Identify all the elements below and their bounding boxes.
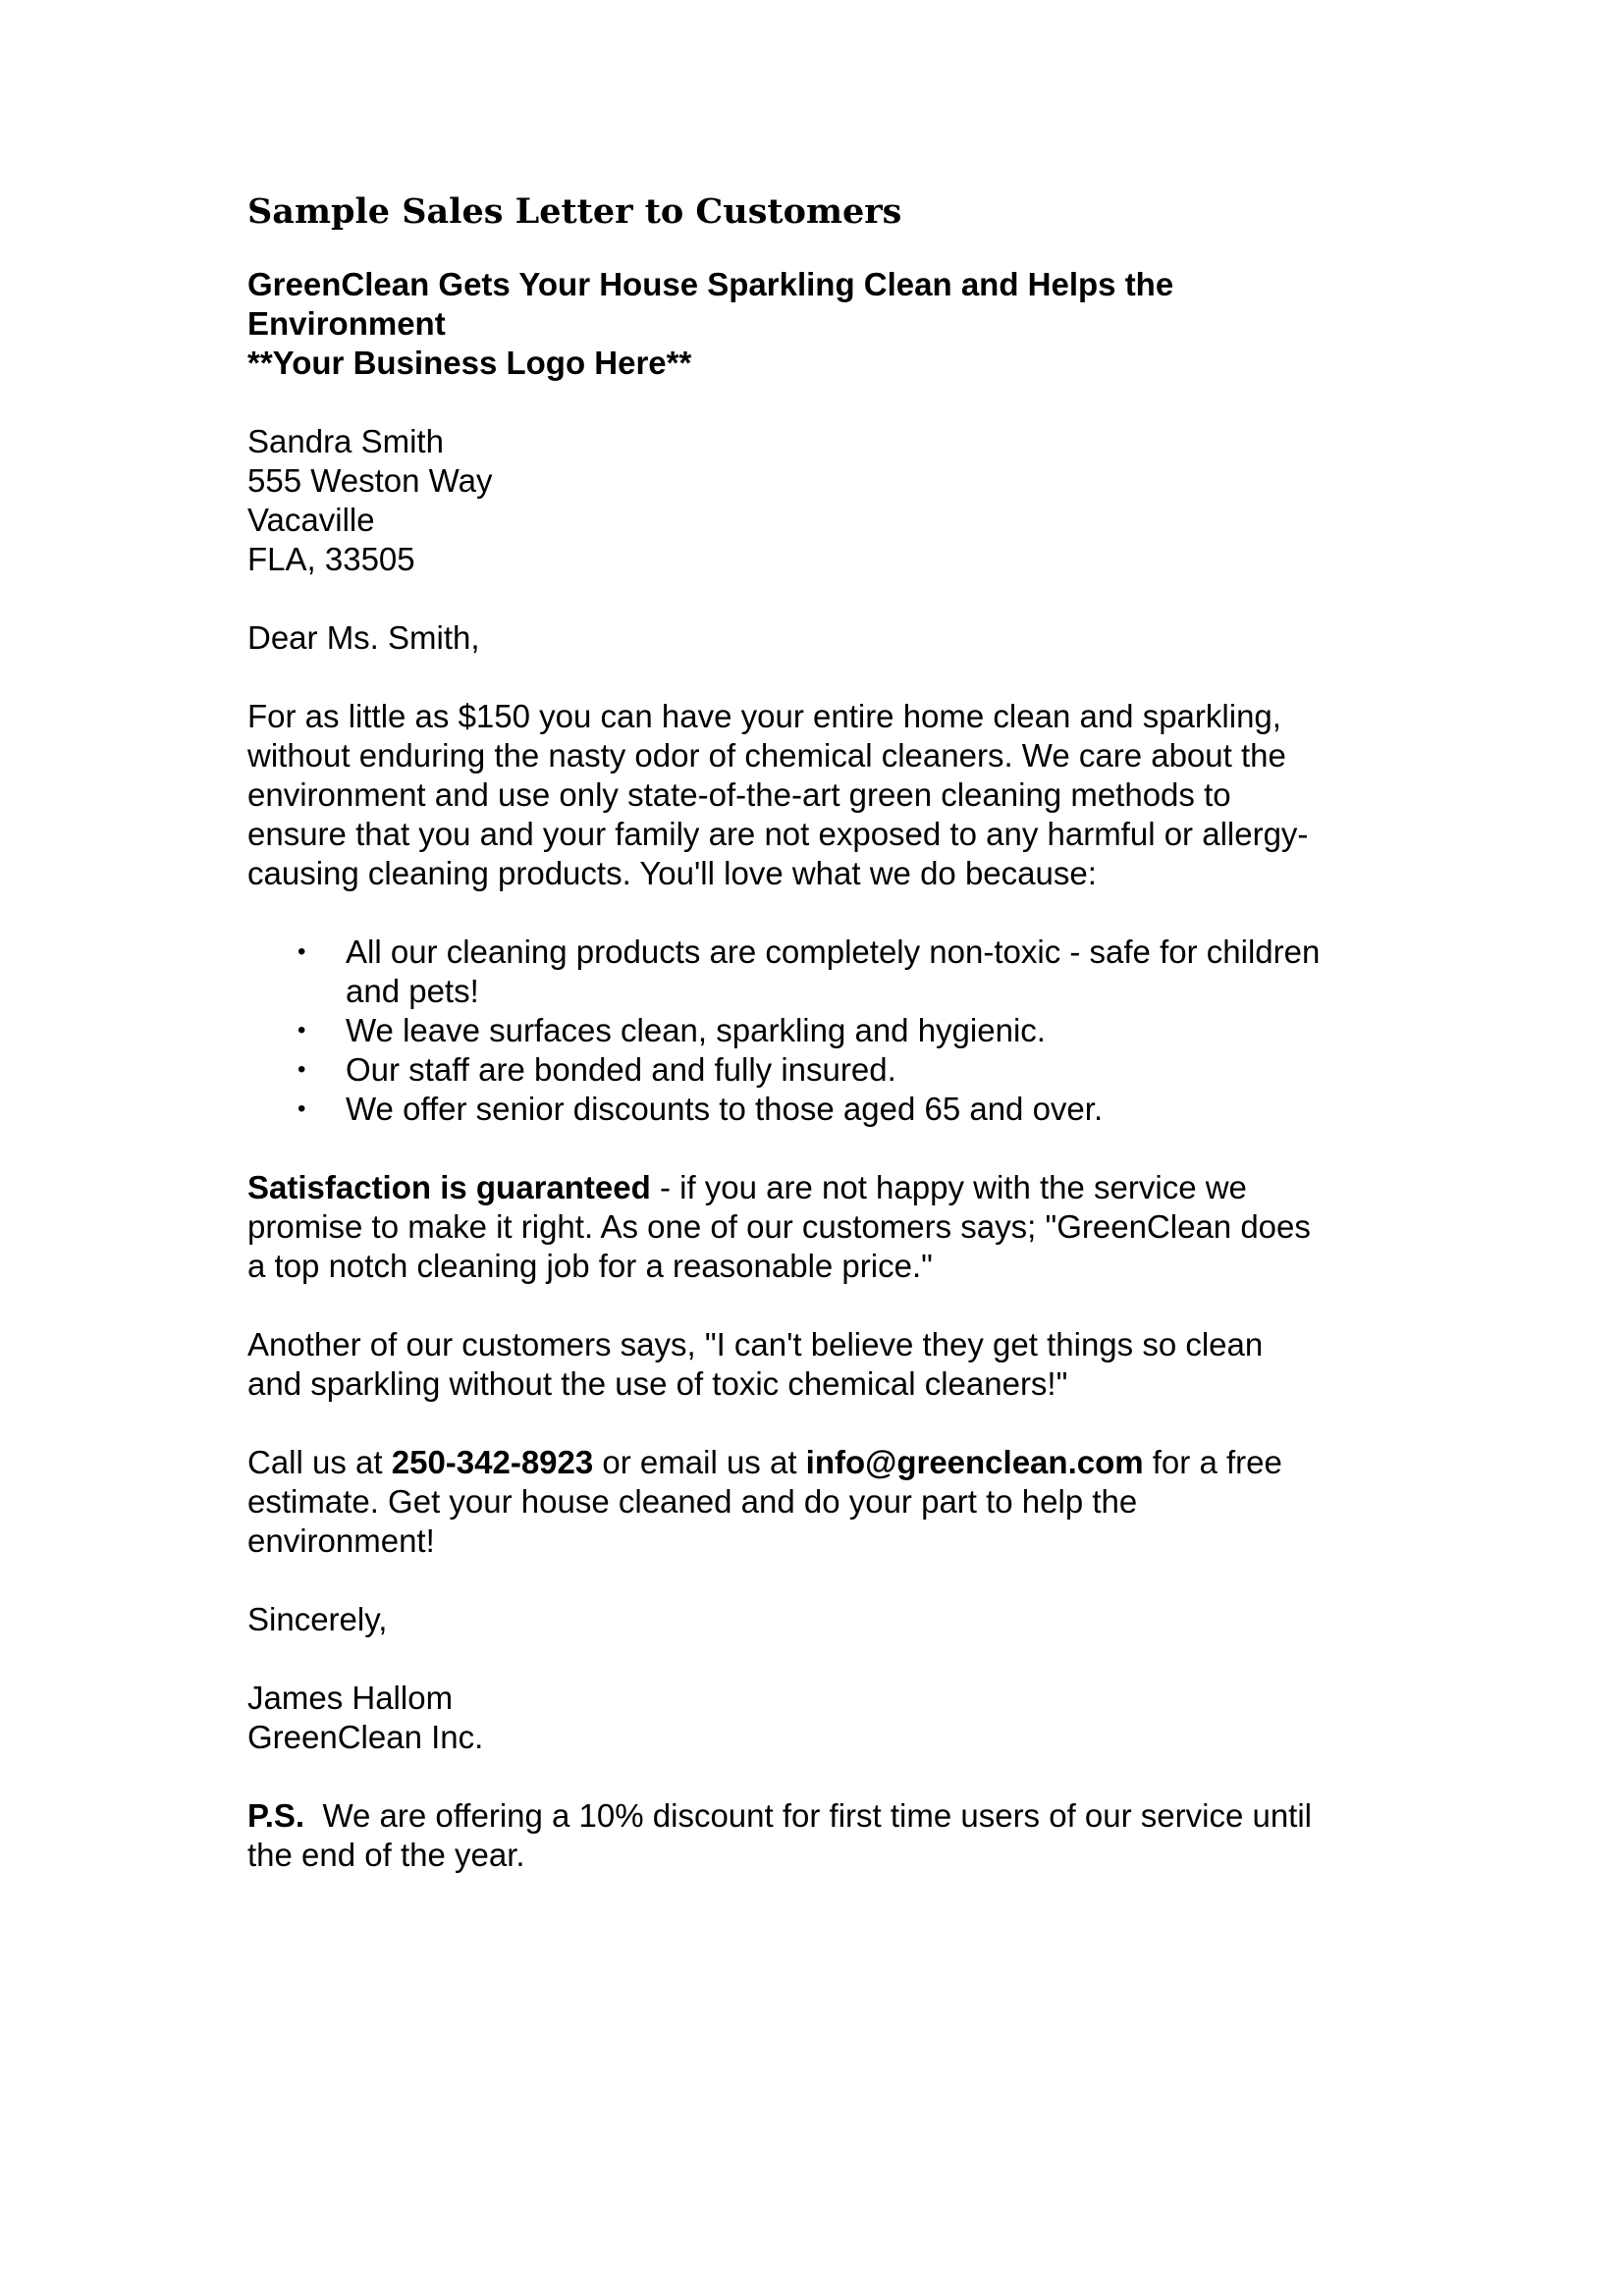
- recipient-address: [247, 422, 1406, 579]
- benefit-item: [247, 1011, 1406, 1050]
- bullet-icon: •: [298, 1017, 306, 1043]
- recipient-state-zip: FLA, 33505: [247, 541, 415, 577]
- guarantee-emphasis: Satisfaction is guaranteed: [247, 1169, 651, 1205]
- contact-middle: or email us at: [593, 1444, 806, 1480]
- bullet-icon: •: [298, 1095, 306, 1122]
- phone-number: 250-342-8923: [391, 1444, 594, 1480]
- benefit-text: Our staff are bonded and fully insured.: [346, 1051, 896, 1088]
- guarantee-line-3: a top notch cleaning job for a reasonable price.": [247, 1248, 933, 1284]
- benefit-text: We leave surfaces clean, sparkling and hygienic.: [346, 1012, 1046, 1048]
- intro-line: without enduring the nasty odor of chemical cleaners. We care about the: [247, 737, 1286, 774]
- contact-paragraph: [247, 1443, 1406, 1561]
- recipient-name: Sandra Smith: [247, 423, 444, 459]
- logo-placeholder: **Your Business Logo Here**: [247, 345, 692, 381]
- signer-company: GreenClean Inc.: [247, 1719, 484, 1755]
- guarantee-paragraph: [247, 1168, 1406, 1286]
- bullet-icon: •: [298, 1056, 306, 1083]
- benefit-item: [247, 933, 1406, 1011]
- postscript-line-1: [247, 1796, 1406, 1836]
- postscript-label: P.S.: [247, 1797, 305, 1834]
- signer-name: James Hallom: [247, 1680, 454, 1716]
- testimonial-line-1: Another of our customers says, "I can't believe they get things so clean: [247, 1326, 1264, 1362]
- benefit-text-continued: and pets!: [346, 973, 479, 1009]
- guarantee-line-1: [247, 1168, 1406, 1207]
- bullet-icon: •: [298, 938, 306, 965]
- benefit-text: We offer senior discounts to those aged 65 and over.: [346, 1091, 1104, 1127]
- intro-line: causing cleaning products. You'll love what we do because:: [247, 855, 1097, 891]
- postscript-line-2: the end of the year.: [247, 1837, 525, 1873]
- letter-page: [247, 188, 1406, 1914]
- email-address: info@greenclean.com: [805, 1444, 1144, 1480]
- recipient-street: 555 Weston Way: [247, 462, 493, 499]
- contact-suffix: for a free: [1143, 1444, 1282, 1480]
- headline-line-1: GreenClean Gets Your House Sparkling Clean and Helps the: [247, 266, 1174, 302]
- benefit-text: All our cleaning products are completely non-toxic - safe for children: [346, 934, 1321, 970]
- salutation: Dear Ms. Smith,: [247, 619, 480, 656]
- closing: Sincerely,: [247, 1601, 388, 1637]
- benefits-list: [247, 933, 1406, 1129]
- benefit-item: [247, 1090, 1406, 1129]
- signature-block: [247, 1679, 1406, 1757]
- benefit-item: [247, 1050, 1406, 1090]
- testimonial-paragraph: [247, 1325, 1406, 1404]
- guarantee-line-2: promise to make it right. As one of our customers says; "GreenClean does: [247, 1208, 1311, 1245]
- contact-line-1: [247, 1443, 1406, 1482]
- intro-paragraph: [247, 697, 1406, 893]
- intro-line: ensure that you and your family are not exposed to any harmful or allergy-: [247, 816, 1309, 852]
- contact-line-3: environment!: [247, 1522, 435, 1559]
- postscript-text: We are offering a 10% discount for first time users of our service until: [304, 1797, 1313, 1834]
- guarantee-text: - if you are not happy with the service we: [650, 1169, 1247, 1205]
- letter-headline: [247, 265, 1406, 383]
- testimonial-line-2: and sparkling without the use of toxic chemical cleaners!": [247, 1365, 1068, 1402]
- postscript: [247, 1796, 1406, 1875]
- intro-line: For as little as $150 you can have your entire home clean and sparkling,: [247, 698, 1281, 734]
- contact-prefix: Call us at: [247, 1444, 392, 1480]
- headline-line-2: Environment: [247, 305, 446, 342]
- contact-line-2: estimate. Get your house cleaned and do your part to help the: [247, 1483, 1138, 1520]
- recipient-city: Vacaville: [247, 502, 375, 538]
- document-title: Sample Sales Letter to Customers: [247, 191, 902, 232]
- intro-line: environment and use only state-of-the-art green cleaning methods to: [247, 776, 1231, 813]
